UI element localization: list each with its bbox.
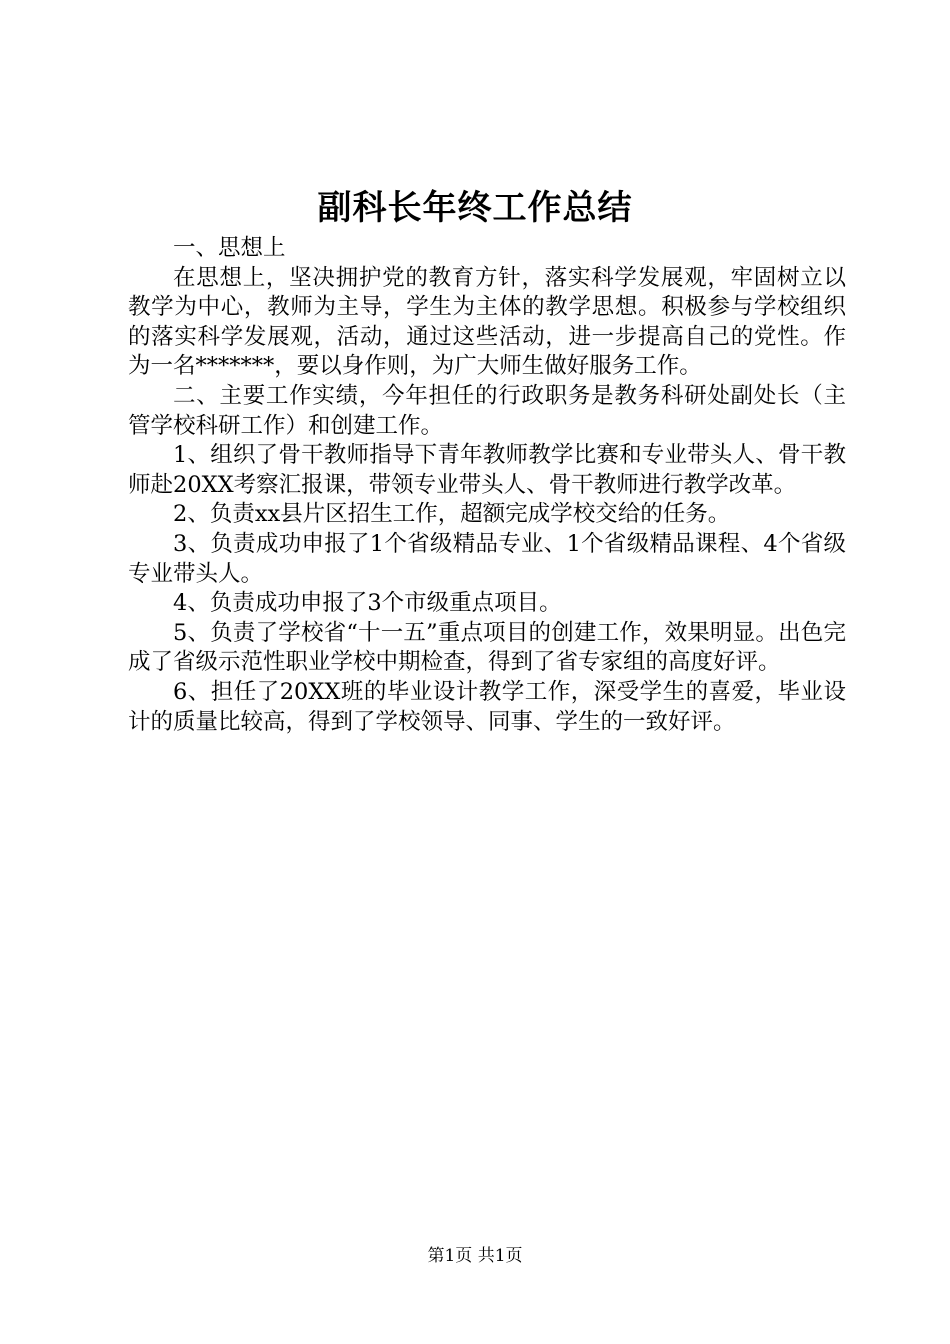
section-heading-achievements: 二、主要工作实绩，今年担任的行政职务是教务科研处副处长（主管学校科研工作）和创建工作。 <box>128 382 846 439</box>
document-title: 副科长年终工作总结 <box>317 188 633 228</box>
page-footer: 第1页 共1页 <box>427 1246 523 1266</box>
document-body <box>128 234 846 737</box>
list-item-1: 1、组织了骨干教师指导下青年教师教学比赛和专业带头人、骨干教师赴20XX考察汇报课，带领专业带头人、骨干教师进行教学改革。 <box>128 442 846 498</box>
list-item-2: 2、负责xx县片区招生工作，超额完成学校交给的任务。 <box>173 501 731 528</box>
list-item-5: 5、负责了学校省“十一五”重点项目的创建工作，效果明显。出色完成了省级示范性职业学校中期检查，得到了省专家组的高度好评。 <box>128 619 846 676</box>
list-item-6: 6、担任了20XX班的毕业设计教学工作，深受学生的喜爱，毕业设计的质量比较高，得到了学校领导、同事、学生的一致好评。 <box>128 678 846 735</box>
list-item-3: 3、负责成功申报了1个省级精品专业、1个省级精品课程、4个省级专业带头人。 <box>128 530 846 587</box>
list-item-4: 4、负责成功申报了3个市级重点项目。 <box>173 590 562 617</box>
section-heading-thought: 一、思想上 <box>173 235 286 261</box>
paragraph-thought: 在思想上，坚决拥护党的教育方针，落实科学发展观，牢固树立以教学为中心，教师为主导，学生为主体的教学思想。积极参与学校组织的落实科学发展观，活动，通过这些活动，进一步提高自己的党性。作为一名*******，要以身作则，为广大师生做好服务工作。 <box>128 264 846 380</box>
